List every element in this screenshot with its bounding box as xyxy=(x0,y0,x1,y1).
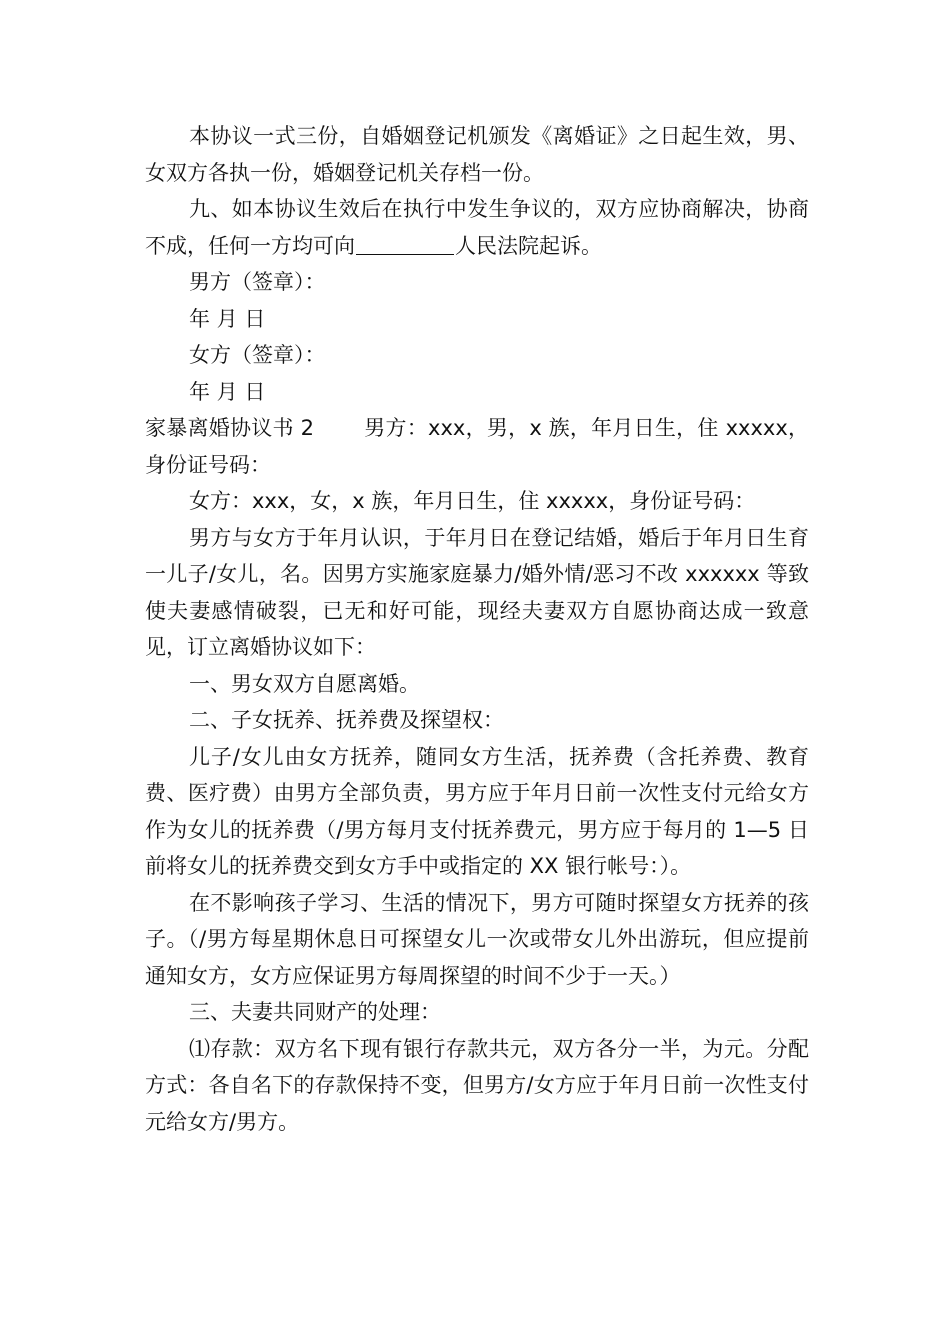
paragraph-intro: 男方与女方于年月认识，于年月日在登记结婚，婚后于年月日生育一儿子/女儿，名。因男方实施家庭暴力/婚外情/恶习不改 xxxxxx 等致使夫妻感情破裂，已无和好可能，现经夫妻双方自愿协商达成一致意见，订立离婚协议如下： xyxy=(145,525,809,659)
paragraph-copies: 本协议一式三份，自婚姻登记机颁发《离婚证》之日起生效，男、女双方各执一份，婚姻登记机关存档一份。 xyxy=(145,124,809,185)
court-blank xyxy=(356,232,454,255)
agreement-2-title: 家暴离婚协议书 2 xyxy=(145,416,315,440)
document-body xyxy=(145,118,809,1140)
male-signature-line: 男方（签章）： xyxy=(189,270,326,294)
paragraph-visitation: 在不影响孩子学习、生活的情况下，男方可随时探望女方抚养的孩子。（/男方每星期休息日可探望女儿一次或带女儿外出游玩，但应提前通知女方，女方应保证男方每周探望的时间不少于一天。） xyxy=(145,890,809,988)
paragraph-deposit: ⑴存款：双方名下现有银行存款共元，双方各分一半，为元。分配方式：各自名下的存款保持不变，但男方/女方应于年月日前一次性支付元给女方/男方。 xyxy=(145,1036,809,1134)
agreement-2-header xyxy=(145,410,809,483)
female-date-line: 年 月 日 xyxy=(189,379,266,404)
female-signature-line: 女方（签章）： xyxy=(189,343,326,367)
dispute-text-end: 人民法院起诉。 xyxy=(455,233,602,258)
section-1: 一、男女双方自愿离婚。 xyxy=(189,671,420,696)
male-date-line: 年 月 日 xyxy=(189,306,266,331)
female-info: 女方：xxx，女，x 族，年月日生，住 xxxxx，身份证号码： xyxy=(189,489,756,513)
male-info: 男方：xxx，男，x 族，年月日生，住 xxxxx，身份证号码： xyxy=(145,416,809,477)
section-3: 三、夫妻共同财产的处理： xyxy=(189,1000,441,1024)
paragraph-child-support: 儿子/女儿由女方抚养，随同女方生活，抚养费（含托养费、教育费、医疗费）由男方全部负责，男方应于年月日前一次性支付元给女方作为女儿的抚养费（/男方每月支付抚养费元，男方应于每月的 1—5 日前将女儿的抚养费交到女方手中或指定的 XX 银行帐号：）。 xyxy=(145,744,809,878)
section-2: 二、子女抚养、抚养费及探望权： xyxy=(189,708,504,732)
paragraph-dispute xyxy=(145,191,809,264)
dispute-text: 九、如本协议生效后在执行中发生争议的，双方应协商解决，协商不成，任何一方均可向 xyxy=(145,197,809,258)
